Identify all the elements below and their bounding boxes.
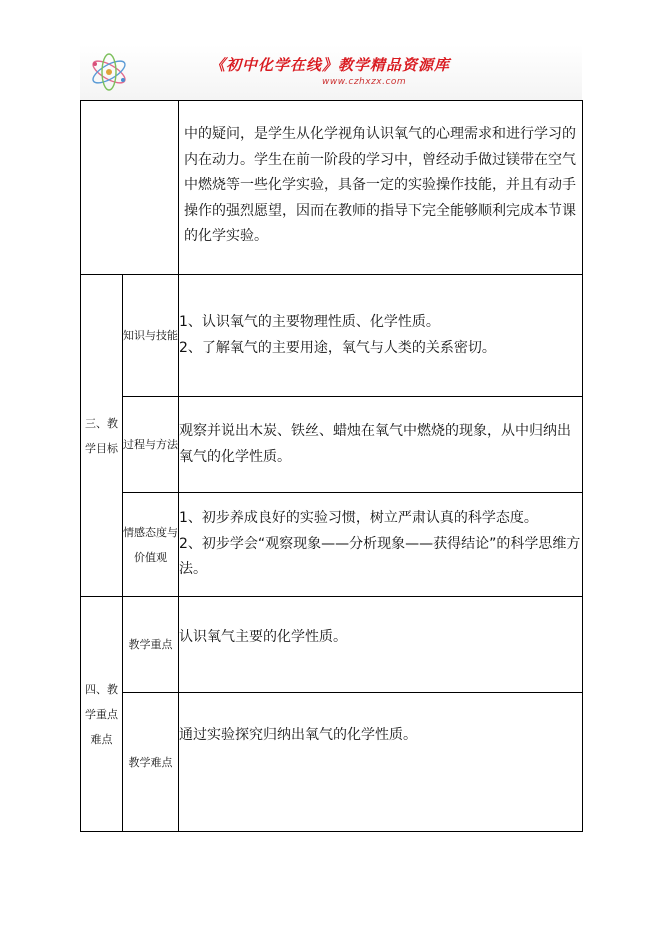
objective-knowledge: 1、认识氧气的主要物理性质、化学性质。 2、了解氧气的主要用途，氧气与人类的关系密切。 <box>179 275 583 397</box>
brand-url: www.czhxzx.com <box>322 77 407 87</box>
table-row <box>81 493 583 597</box>
brand-title: 《初中化学在线》教学精品资源库 <box>210 56 451 74</box>
atom-logo-icon <box>86 52 132 92</box>
section-label: 三、教学目标 <box>81 275 123 597</box>
lesson-plan-table <box>80 100 583 832</box>
table-row <box>81 597 583 693</box>
section-label: 四、教学重点难点 <box>81 597 123 832</box>
key-point: 认识氧气主要的化学性质。 <box>179 597 583 693</box>
table-row <box>81 275 583 397</box>
table-row <box>81 693 583 832</box>
table-row <box>81 397 583 493</box>
analysis-text: 中的疑问，是学生从化学视角认识氧气的心理需求和进行学习的内在动力。学生在前一阶段的学习中，曾经动手做过镁带在空气中燃烧等一些化学实验，具备一定的实验操作技能，并且有动手操作的强烈愿望，因而在教师的指导下完全能够顺利完成本节课的化学实验。 <box>179 101 583 275</box>
subsection-label: 知识与技能 <box>123 275 179 397</box>
subsection-label: 情感态度与价值观 <box>123 493 179 597</box>
objective-process: 观察并说出木炭、铁丝、蜡烛在氧气中燃烧的现象，从中归纳出氧气的化学性质。 <box>179 397 583 493</box>
subsection-label: 教学难点 <box>123 693 179 832</box>
page-header <box>80 45 582 100</box>
objective-attitude: 1、初步养成良好的实验习惯，树立严肃认真的科学态度。 2、初步学会“观察现象——分析现象——获得结论”的科学思维方法。 <box>179 493 583 597</box>
difficult-point: 通过实验探究归纳出氧气的化学性质。 <box>179 693 583 832</box>
table-row <box>81 101 583 275</box>
empty-cell <box>81 101 179 275</box>
subsection-label: 教学重点 <box>123 597 179 693</box>
subsection-label: 过程与方法 <box>123 397 179 493</box>
